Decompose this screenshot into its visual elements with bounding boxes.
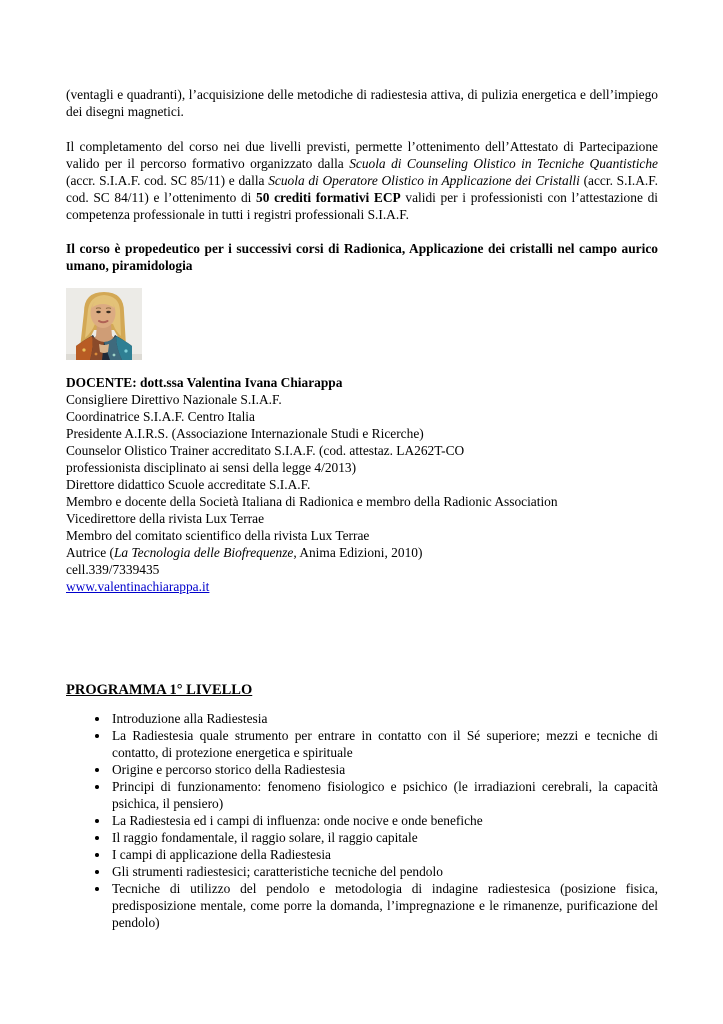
- text-run: (accr. S.I.A.F. cod. SC 85/11) e dalla: [66, 173, 269, 188]
- docente-line-comitato: Membro del comitato scientifico della rivista Lux Terrae: [66, 528, 370, 543]
- text-run-italic-book-title: La Tecnologia delle Biofrequenze: [113, 545, 294, 560]
- text-run: Autrice (: [66, 545, 114, 560]
- document-content: [66, 86, 658, 931]
- docente-photo: [66, 288, 142, 360]
- docente-line-counselor: Counselor Olistico Trainer accreditato S.I.A.F. (cod. attestaz. LA262T-CO: [66, 443, 465, 458]
- docente-line-autrice: [66, 544, 658, 561]
- list-item-introduzione: • Introduzione alla Radiestesia: [110, 710, 658, 727]
- docente-line-membro-docente: Membro e docente della Società Italiana di Radionica e membro della Radionic Association: [66, 494, 558, 509]
- programma-heading: PROGRAMMA 1° LIVELLO: [66, 682, 253, 698]
- docente-line-consigliere: Consigliere Direttivo Nazionale S.I.A.F.: [66, 392, 282, 407]
- docente-line-professionista: professionista disciplinato ai sensi della legge 4/2013): [66, 460, 357, 475]
- list-item-origine: • Origine e percorso storico della Radiestesia: [110, 761, 658, 778]
- docente-title: DOCENTE: dott.ssa Valentina Ivana Chiarappa: [66, 375, 343, 390]
- list-item-campi-applicazione: • I campi di applicazione della Radiestesia: [110, 846, 658, 863]
- list-item-strumenti: • Gli strumenti radiestesici; caratteristiche tecniche del pendolo: [110, 863, 658, 880]
- docente-section: [66, 374, 658, 595]
- list-item-tecniche-pendolo: • Tecniche di utilizzo del pendolo e metodologia di indagine radiestesica (posizione fisica, predisposizione mentale, come porre la domanda, l’impregnazione e le rimanenze, purificazione del pendolo): [110, 880, 658, 931]
- docente-line-vicedirettore: Vicedirettore della rivista Lux Terrae: [66, 511, 265, 526]
- list-item-se-superiore: • La Radiestesia quale strumento per entrare in contatto con il Sé superiore; mezzi e tecniche di contatto, di protezione energetica e spirituale: [110, 727, 658, 761]
- paragraph-ventagli: (ventagli e quadranti), l’acquisizione delle metodiche di radiestesia attiva, di pulizia energetica e dell’impiego dei disegni magnetici.: [66, 87, 658, 119]
- list-item-raggio: • Il raggio fondamentale, il raggio solare, il raggio capitale: [110, 829, 658, 846]
- paragraph-completamento: [66, 138, 658, 223]
- website-link[interactable]: www.valentinachiarappa.it: [66, 579, 210, 594]
- text-run: validi per i professionisti con l’attestazione di competenza professionale in tutti i registri professionali S.I.A.F.: [66, 190, 658, 222]
- text-run-bold-crediti: 50 crediti formativi ECP: [256, 190, 401, 205]
- docente-line-coordinatrice: Coordinatrice S.I.A.F. Centro Italia: [66, 409, 255, 424]
- docente-line-direttore: Direttore didattico Scuole accreditate S.I.A.F.: [66, 477, 311, 492]
- list-item-principi: • Principi di funzionamento: fenomeno fisiologico e psichico (le irradiazioni cerebrali, la capacità psichica, il pensiero): [110, 778, 658, 812]
- list-item-campi-influenza: • La Radiestesia ed i campi di influenza: onde nocive e onde benefiche: [110, 812, 658, 829]
- text-run-italic-scuola-operatore: Scuola di Operatore Olistico in Applicazione dei Cristalli: [268, 173, 580, 188]
- paragraph-propedeutico: Il corso è propedeutico per i successivi corsi di Radionica, Applicazione dei cristalli nel campo aurico umano, piramidologia: [66, 241, 658, 273]
- text-run: Il completamento del corso nei due livelli previsti, permette l’ottenimento dell’Attestato di Partecipazione valido per il percorso formativo organizzato dalla: [66, 139, 658, 171]
- docente-phone: cell.339/7339435: [66, 562, 160, 577]
- text-run: , Anima Edizioni, 2010): [293, 545, 423, 560]
- docente-line-presidente: Presidente A.I.R.S. (Associazione Internazionale Studi e Ricerche): [66, 426, 424, 441]
- text-run: (accr. S.I.A.F. cod. SC 84/11) e l’ottenimento di: [66, 173, 658, 205]
- text-run-italic-scuola-counseling: Scuola di Counseling Olistico in Tecniche Quantistiche: [349, 156, 658, 171]
- programma-list: [66, 710, 658, 931]
